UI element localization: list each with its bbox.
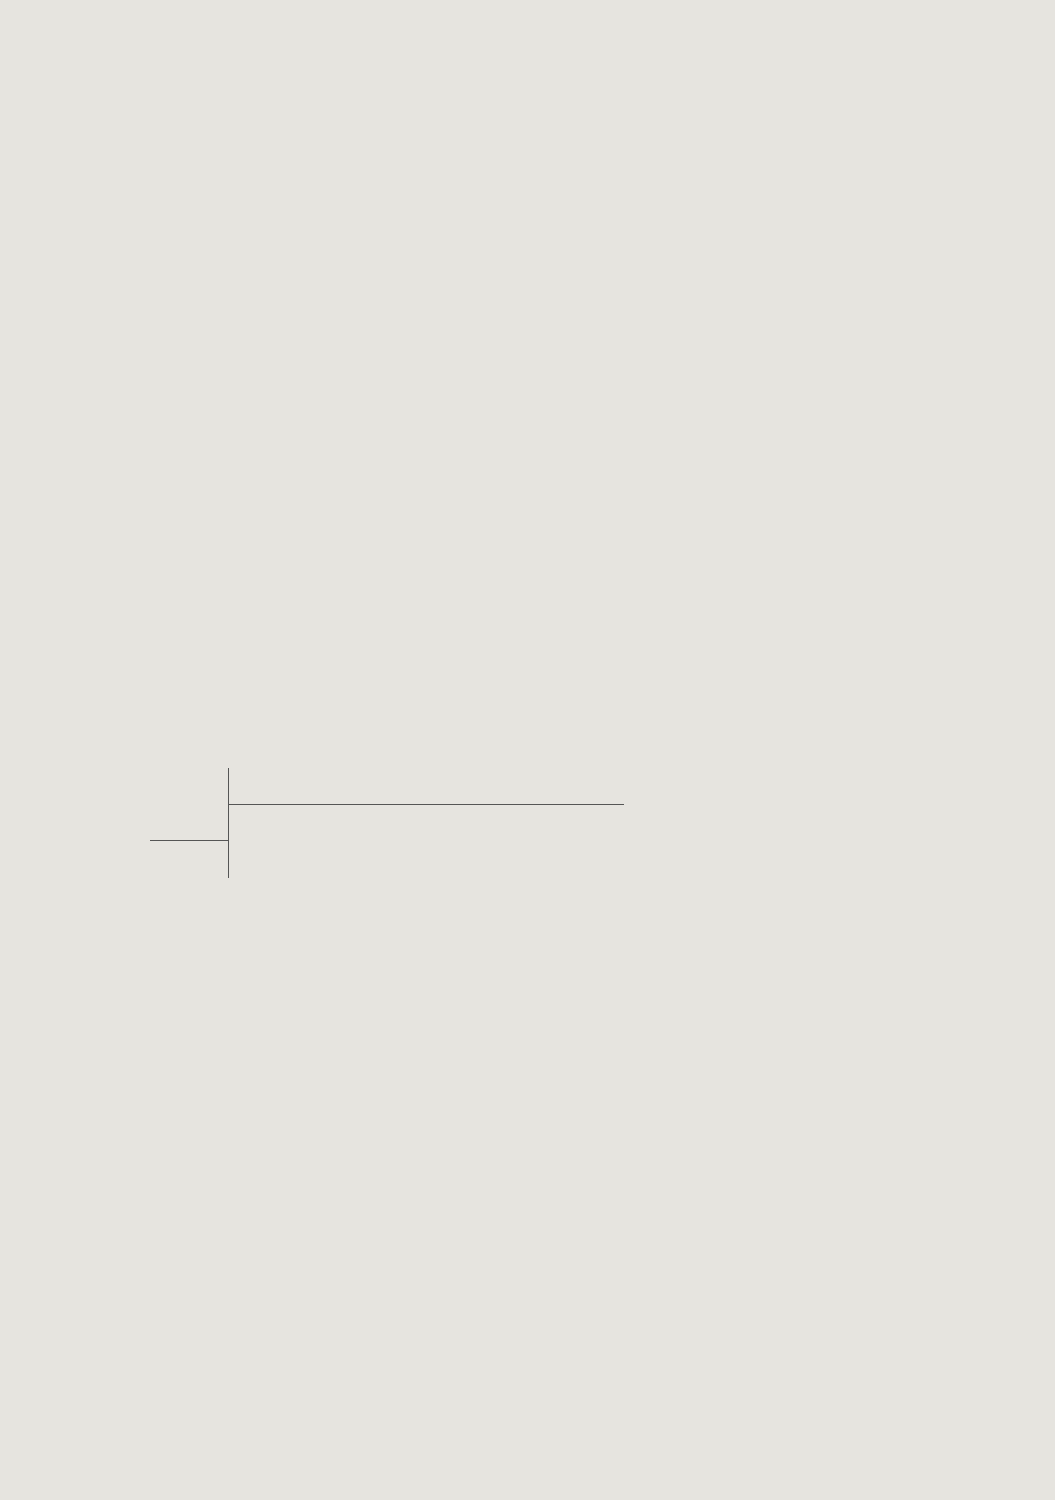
table-vertical-rule xyxy=(228,768,229,878)
euclid-division-table xyxy=(150,768,630,878)
table-rule-labels xyxy=(150,840,228,841)
table-rule-quotients xyxy=(228,804,624,805)
